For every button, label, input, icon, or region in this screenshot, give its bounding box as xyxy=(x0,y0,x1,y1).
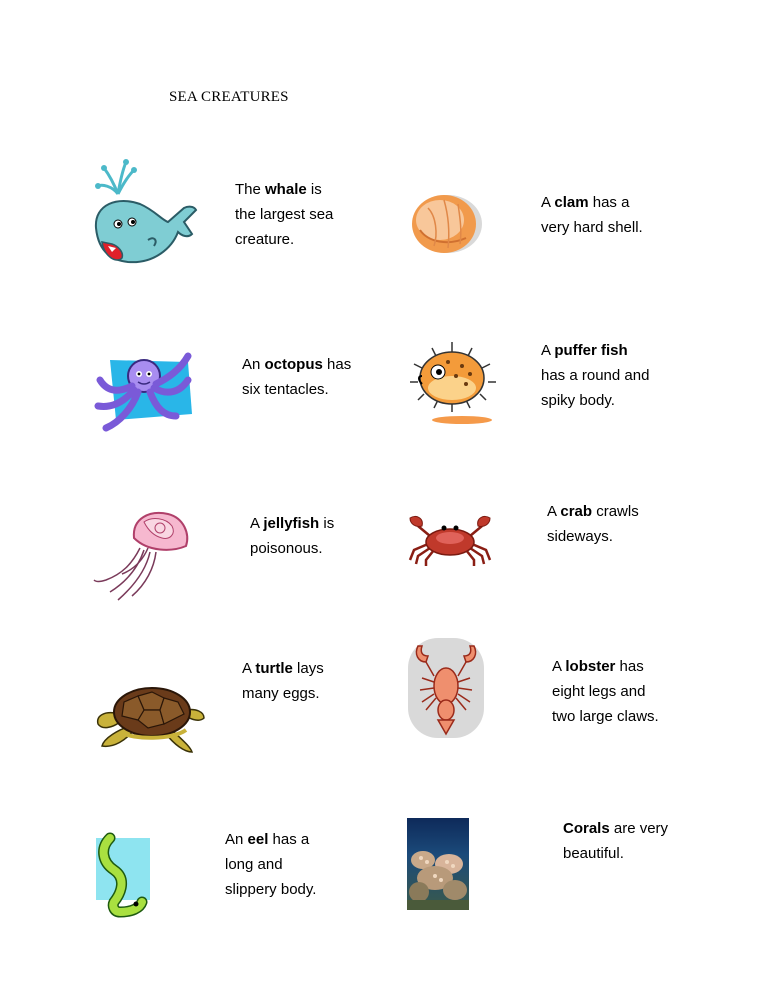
turtle-caption: A turtle lays many eggs. xyxy=(242,660,324,702)
turtle-icon xyxy=(94,680,208,754)
puffer-fish-icon xyxy=(408,340,500,430)
corals-bold: Corals xyxy=(563,820,610,837)
clam-caption: A clam has a very hard shell. xyxy=(541,194,643,236)
puffer-fish-bold: puffer fish xyxy=(554,342,628,359)
lobster-caption: A lobster has eight legs and two large claws. xyxy=(552,658,659,725)
crab-caption: A crab crawls sideways. xyxy=(547,503,639,545)
clam-icon xyxy=(408,190,484,256)
octopus-caption: An octopus has six tentacles. xyxy=(242,356,352,398)
whale-bold: whale xyxy=(265,181,307,198)
corals-caption: Corals are very beautiful. xyxy=(563,820,669,862)
lobster-bold: lobster xyxy=(565,658,616,675)
page-title: SEA CREATURES xyxy=(169,89,289,105)
eel-icon xyxy=(92,832,154,918)
whale-icon xyxy=(88,156,200,276)
jellyfish-bold: jellyfish xyxy=(263,515,320,532)
corals-photo xyxy=(407,818,469,910)
jellyfish-icon xyxy=(92,508,192,604)
crab-icon xyxy=(406,514,494,568)
crab-bold: crab xyxy=(560,503,593,520)
lobster-icon xyxy=(406,636,486,740)
clam-bold: clam xyxy=(554,194,589,211)
octopus-bold: octopus xyxy=(264,356,323,373)
eel-caption: An eel has a long and slippery body. xyxy=(225,831,317,898)
jellyfish-caption: A jellyfish is poisonous. xyxy=(250,515,335,557)
puffer-fish-caption: A puffer fish has a round and spiky body. xyxy=(541,342,650,409)
octopus-icon xyxy=(92,350,196,434)
eel-bold: eel xyxy=(247,831,269,848)
turtle-bold: turtle xyxy=(255,660,293,677)
whale-caption: The whale is the largest sea creature. xyxy=(235,181,334,248)
